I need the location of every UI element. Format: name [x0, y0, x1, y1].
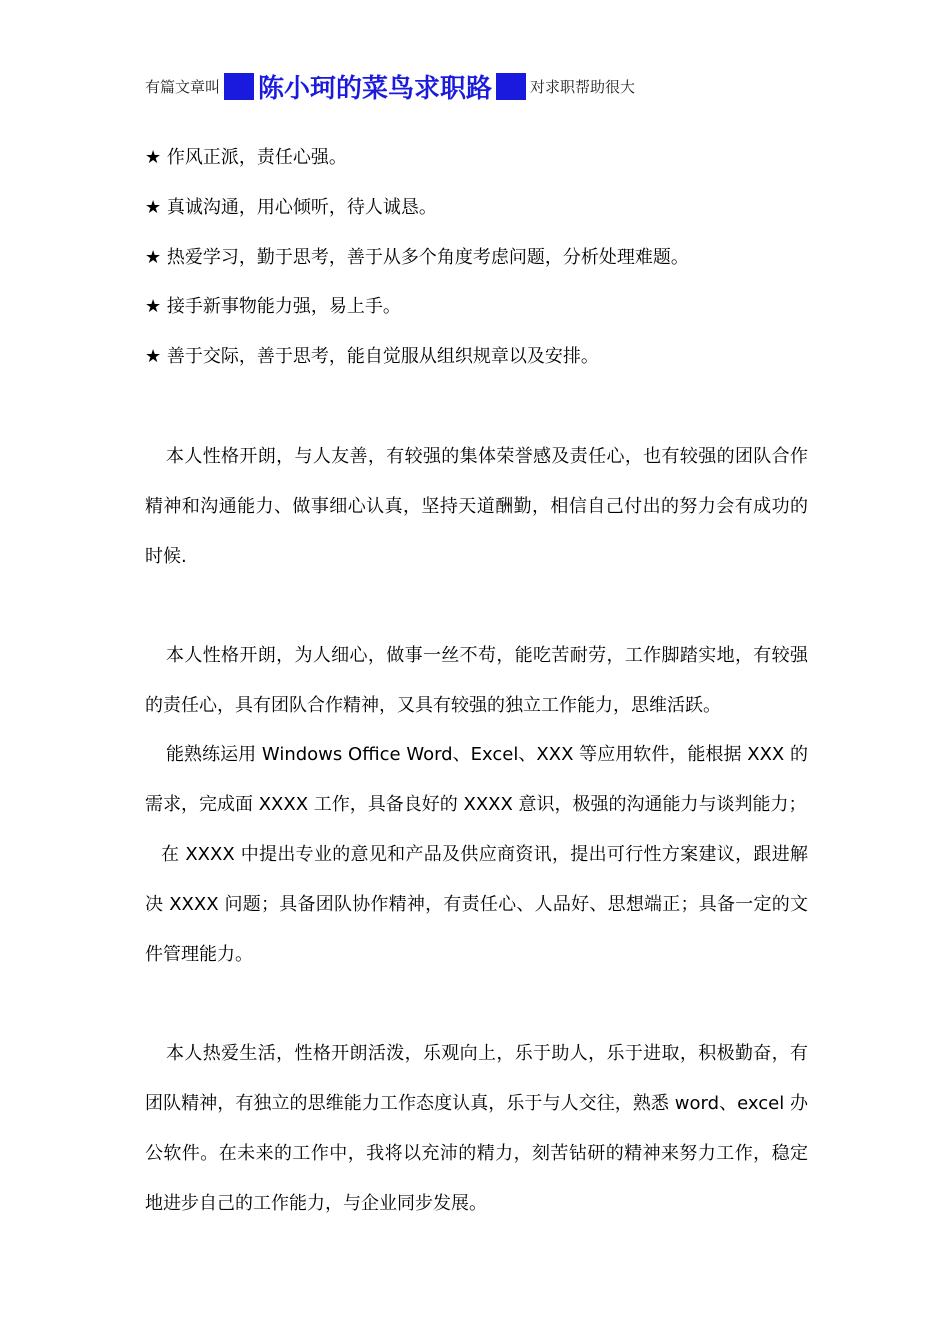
- bullet-item-4: ★ 接手新事物能力强，易上手。: [145, 296, 401, 317]
- header-title: 陈小珂的菜鸟求职路: [258, 73, 493, 104]
- header-block-left: [224, 73, 254, 100]
- header-suffix: 对求职帮助很大: [530, 77, 636, 96]
- paragraph-1: 本人性格开朗，与人友善，有较强的集体荣誉感及责任心，也有较强的团队合作精神和沟通能力、做事细心认真，坚持天道酬勤，相信自己付出的努力会有成功的时候.: [145, 446, 808, 567]
- bullet-item-3: ★ 热爱学习，勤于思考，善于从多个角度考虑问题，分析处理难题。: [145, 247, 689, 268]
- paragraph-3: 能熟练运用 Windows Office Word、Excel、XXX 等应用软件，能根据 XXX 的需求，完成面 XXXX 工作，具备良好的 XXXX 意识，极强的沟通能力与谈判能力；: [145, 744, 808, 815]
- bullet-item-1: ★ 作风正派，责任心强。: [145, 147, 347, 168]
- bullet-item-2: ★ 真诚沟通，用心倾听，待人诚恳。: [145, 197, 437, 218]
- header-prefix: 有篇文章叫: [145, 77, 221, 96]
- document-header: [145, 68, 635, 104]
- paragraph-4: 在 XXXX 中提出专业的意见和产品及供应商资讯，提出可行性方案建议，跟进解决 XXXX 问题；具备团队协作精神，有责任心、人品好、思想端正；具备一定的文件管理能力。: [145, 844, 808, 965]
- paragraph-5: 本人热爱生活，性格开朗活泼，乐观向上，乐于助人，乐于进取，积极勤奋，有团队精神，有独立的思维能力工作态度认真，乐于与人交往，熟悉 word、excel 办公软件。在未来的工作中，我将以充沛的精力，刻苦钻研的精神来努力工作，稳定地进步自己的工作能力，与企业同步发展。: [145, 1043, 808, 1214]
- bullet-item-5: ★ 善于交际，善于思考，能自觉服从组织规章以及安排。: [145, 346, 599, 367]
- paragraph-2: 本人性格开朗，为人细心，做事一丝不苟，能吃苦耐劳，工作脚踏实地，有较强的责任心，具有团队合作精神，又具有较强的独立工作能力，思维活跃。: [145, 645, 808, 716]
- header-block-right: [496, 73, 526, 100]
